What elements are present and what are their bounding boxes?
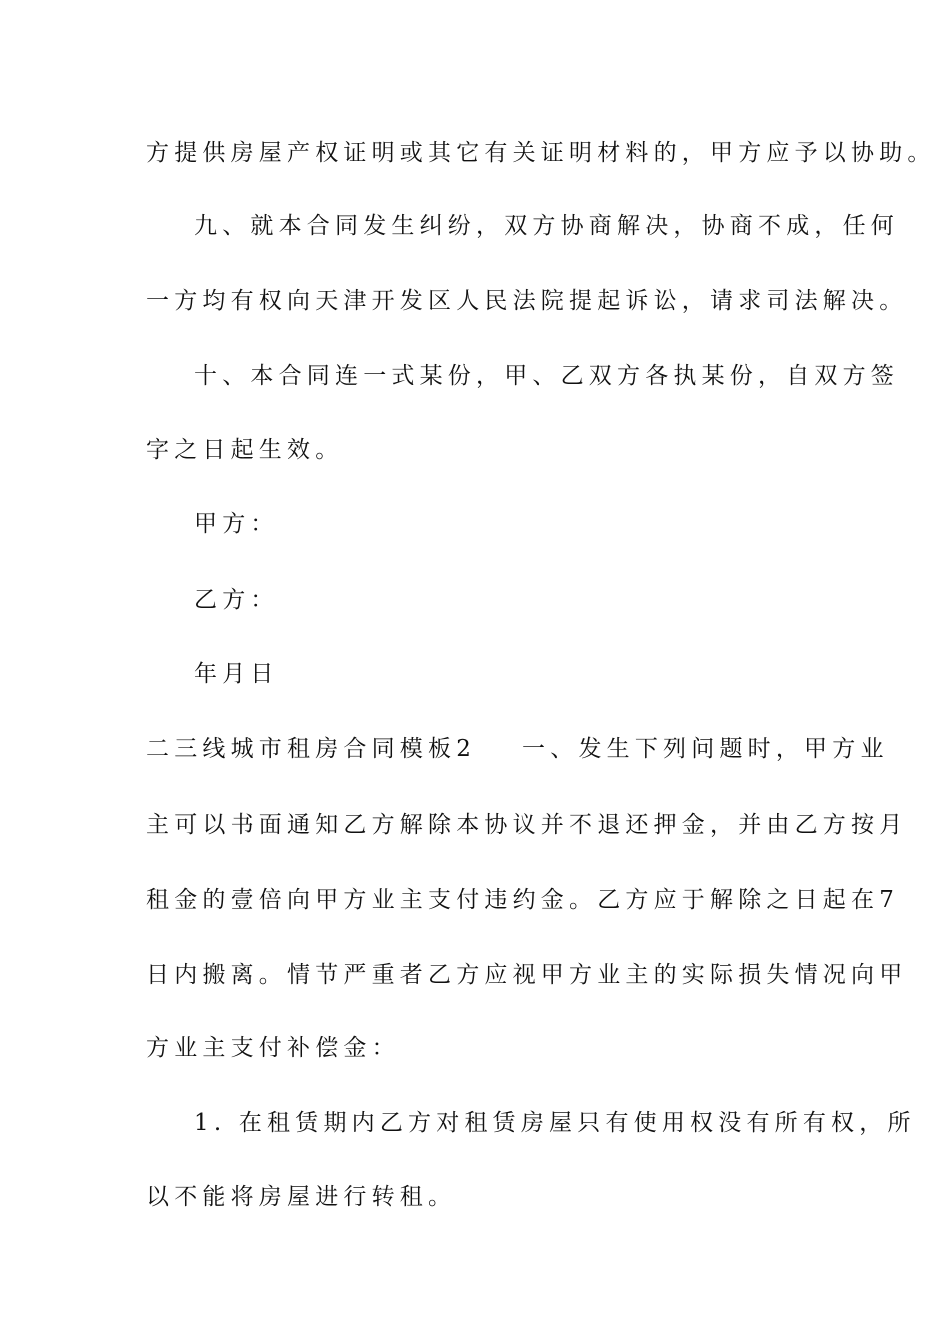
text-line: 方提供房屋产权证明或其它有关证明材料的，甲方应予以协助。 bbox=[146, 140, 936, 166]
heading-and-clause-1-line bbox=[146, 729, 889, 769]
clause-1-start: 一、发生下列问题时，甲方业 bbox=[522, 736, 889, 762]
party-b-signature-line: 乙方： bbox=[194, 587, 279, 613]
clause-1-line-5: 方业主支付补偿金： bbox=[146, 1035, 400, 1061]
clause-10-line-2: 字之日起生效。 bbox=[146, 437, 344, 463]
date-line: 年月日 bbox=[194, 661, 279, 687]
clause-1-line-3: 租金的壹倍向甲方业主支付违约金。乙方应于解除之日起在7 bbox=[146, 887, 900, 913]
clause-9-line-2: 一方均有权向天津开发区人民法院提起诉讼，请求司法解决。 bbox=[146, 288, 908, 314]
clause-1-line-2: 主可以书面通知乙方解除本协议并不退还押金，并由乙方按月 bbox=[146, 812, 908, 838]
clause-1-line-4: 日内搬离。情节严重者乙方应视甲方业主的实际损失情况向甲 bbox=[146, 962, 908, 988]
numbered-item-1-line-1: 1. 在租赁期内乙方对租赁房屋只有使用权没有所有权，所 bbox=[194, 1110, 916, 1136]
clause-10-line-1: 十、本合同连一式某份，甲、乙双方各执某份，自双方签 bbox=[194, 363, 899, 389]
numbered-item-1-line-2: 以不能将房屋进行转租。 bbox=[146, 1184, 457, 1210]
document-section-title: 二三线城市租房合同模板2 bbox=[146, 736, 477, 762]
party-a-signature-line: 甲方： bbox=[194, 511, 279, 537]
clause-9-line-1: 九、就本合同发生纠纷，双方协商解决，协商不成，任何 bbox=[194, 213, 899, 239]
